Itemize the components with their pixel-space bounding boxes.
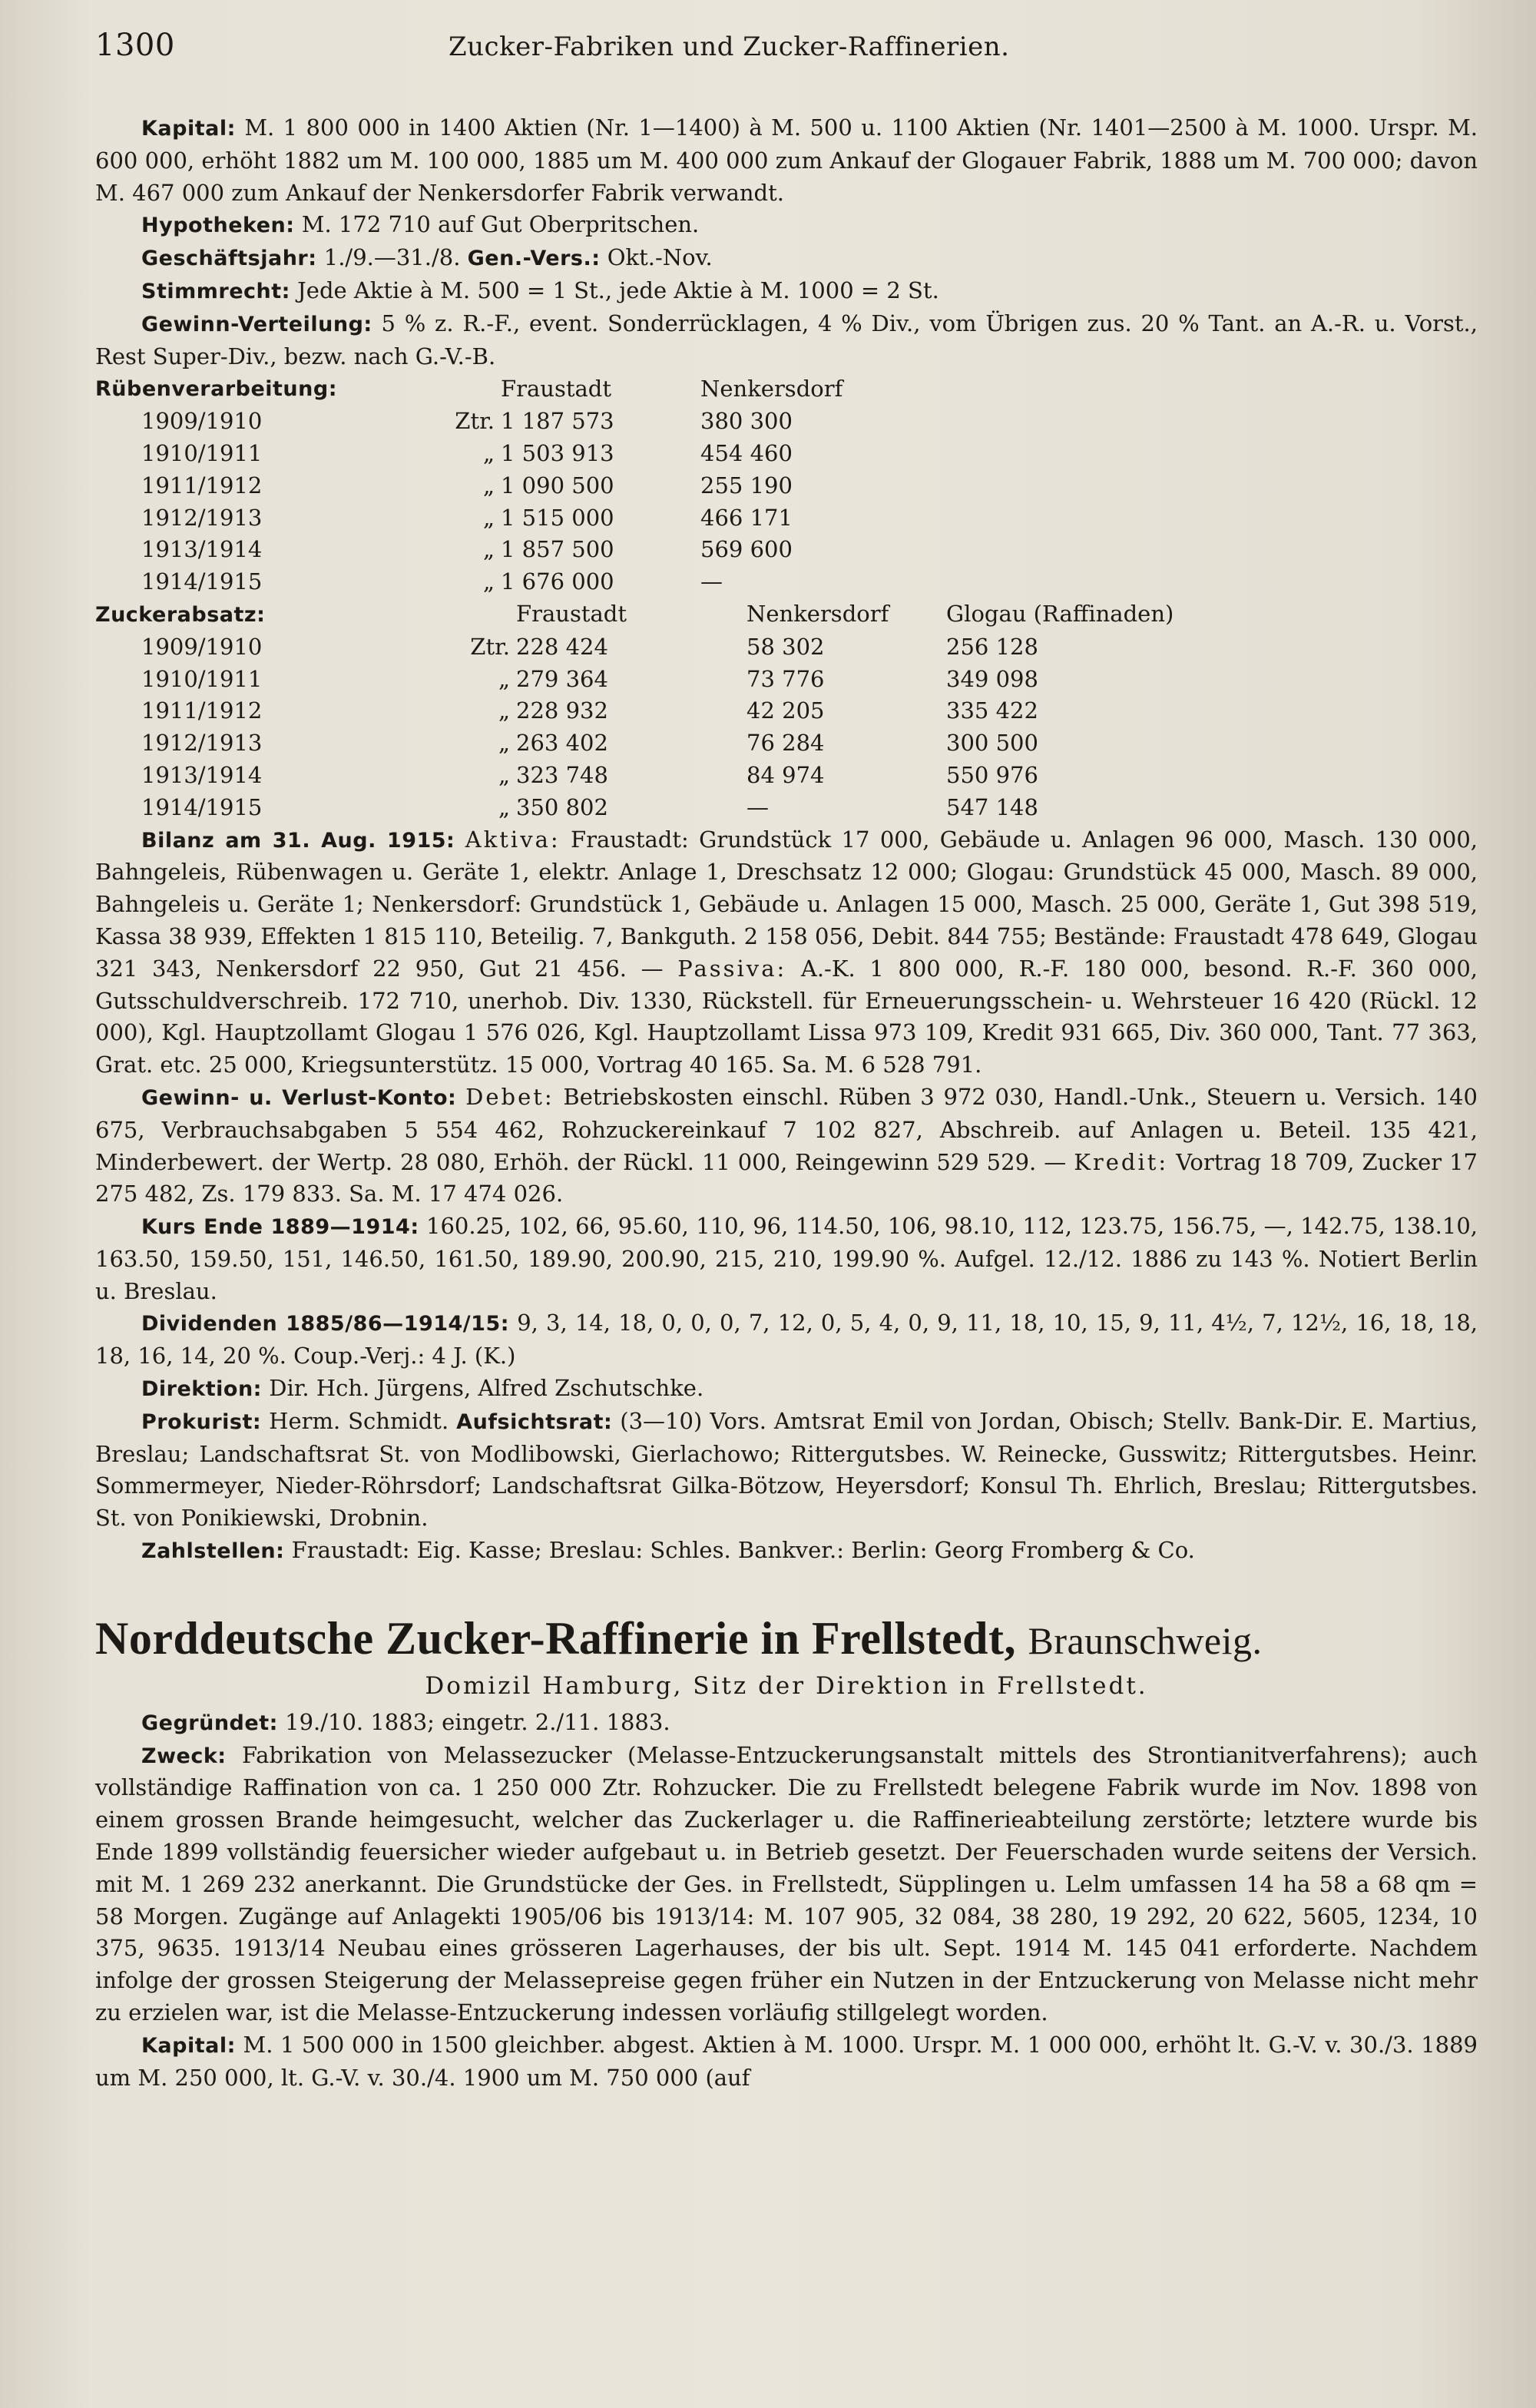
prokurist-text: Herm. Schmidt. [269,1407,449,1434]
guv-debet-text: Betriebskosten einschl. Rüben 3 972 030, Handl.-Unk., Steuern u. Versich. 140 675, Verbrauchsabgaben 5 554 462, Rohzuckereinkauf 7 102 827, Abschreib. auf Anlagen u. Beteil. 135 421, Minderbewert. der Wertp. 28 080, Erhöh. der Rückl. 11 000, Reingewinn 529 529. — [95,1083,1478,1175]
kapital-text: M. 1 800 000 in 1400 Aktien (Nr. 1—1400) à M. 500 u. 1100 Aktien (Nr. 1401—2500 à M. 1000. Urspr. M. 600 000, erhöht 1882 um M. 100 000, 1885 um M. 400 000 zum Ankauf der Glogauer Fabrik, 1888 um M. 700 000; davon M. 467 000 zum Ankauf der Nenkersdorfer Fabrik verwandt. [95,114,1478,206]
kurs-text: 160.25, 102, 66, 95.60, 110, 96, 114.50, 106, 98.10, 112, 123.75, 156.75, —, 142.75, 138.10, 163.50, 159.50, 151, 146.50, 161.50, 189.90, 200.90, 215, 210, 199.90 %. Aufgel. 12./12. 1886 zu 143 %. Notiert Berlin u. Breslau. [95,1213,1478,1304]
geschaeftsjahr-label: Geschäftsjahr: [141,247,317,271]
table-row [95,664,1192,696]
hypotheken-label: Hypotheken: [141,214,295,238]
kurs-paragraph [95,1211,1478,1307]
page-number: 1300 [95,28,175,63]
table-label: Rübenverarbeitung: [95,377,338,402]
unit-cell: „ [482,536,495,563]
debet-label: Debet: [465,1083,554,1110]
year-cell: 1914/1915 [141,793,263,820]
company-name: Norddeutsche Zucker-Raffinerie in Frellstedt, [95,1612,1016,1664]
bilanz-passiva-text: A.-K. 1 800 000, R.-F. 180 000, besond. R.-F. 360 000, Gutsschuldverschreib. 172 710, unerhob. Div. 1330, Rückstell. für Erneuerungsschein- u. Wehrsteuer 16 420 (Rückl. 12 000), Kgl. Hauptzollamt Glogau 1 576 026, Kgl. Hauptzollamt Lissa 973 109, Kredit 931 665, Div. 360 000, Tant. 77 363, Grat. etc. 25 000, Kriegsunterstütz. 15 000, Vortrag 40 165. Sa. M. 6 528 791. [95,955,1478,1078]
zweck-label: Zweck: [141,1744,227,1768]
table-row [95,438,885,470]
column-header: Glogau (Raffinaden) [946,601,1174,628]
unit-cell: „ [498,665,510,692]
year-cell: 1910/1911 [141,439,263,466]
glogau-cell: 349 098 [946,665,1038,692]
fraustadt-cell: 279 364 [516,665,608,692]
unit-cell: „ [498,697,510,724]
stimmrecht-paragraph [95,275,1478,308]
direktion-paragraph [95,1373,1478,1406]
kurs-label: Kurs Ende 1889—1914: [141,1215,419,1240]
unit-cell: „ [482,472,495,498]
unit-cell: „ [482,568,495,595]
nenkersdorf-cell: — [700,568,723,595]
page-header [95,28,1478,81]
aktiva-label: Aktiva: [465,826,561,853]
table-row [95,534,885,566]
unit-cell: „ [482,439,495,466]
nenkersdorf-cell: 84 974 [746,761,825,788]
gewinn-label: Gewinn-Verteilung: [141,312,372,336]
year-cell: 1913/1914 [141,536,263,563]
guv-paragraph [95,1081,1478,1211]
genvers-text: Okt.-Nov. [607,244,713,271]
direktion-label: Direktion: [141,1377,262,1402]
nenkersdorf-cell: 454 460 [700,439,793,466]
aufsichtsrat-label: Aufsichtsrat: [456,1409,613,1434]
nenkersdorf-cell: 58 302 [746,633,825,660]
table-label: Zuckerabsatz: [95,602,266,627]
stimmrecht-label: Stimmrecht: [141,279,290,303]
zuckerabsatz-table [95,598,1192,824]
glogau-cell: 300 500 [946,730,1038,757]
kapital2-label: Kapital: [141,2033,236,2058]
kapital2-paragraph [95,2029,1478,2095]
unit-cell: „ [498,730,510,757]
year-cell: 1909/1910 [141,408,263,435]
nenkersdorf-cell: — [746,793,769,820]
unit-cell: „ [482,504,495,531]
column-header [326,598,516,631]
kapital-label: Kapital: [141,117,236,141]
hypotheken-text: M. 172 710 auf Gut Oberpritschen. [301,211,700,238]
passiva-label: Passiva: [677,955,787,982]
running-title: Zucker-Fabriken und Zucker-Raffinerien. [449,31,1010,62]
gegruendet-label: Gegründet: [141,1711,278,1735]
fraustadt-cell: 228 932 [516,697,608,724]
geschaeftsjahr-text: 1./9.—31./8. [323,244,461,271]
table-header-row [95,373,885,406]
bilanz-paragraph [95,824,1478,1081]
dividenden-label: Dividenden 1885/86—1914/15: [141,1312,510,1336]
ruebenverarbeitung-table [95,373,885,598]
gegruendet-paragraph [95,1707,1478,1740]
kredit-label: Kredit: [1074,1148,1169,1175]
zweck-paragraph [95,1740,1478,2029]
gegruendet-text: 19./10. 1883; eingetr. 2./11. 1883. [285,1708,670,1735]
gewinn-text: 5 % z. R.-F., event. Sonderrücklagen, 4 % Div., vom Übrigen zus. 20 % Tant. an A.-R. u. Vorst., Rest Super-Div., bezw. nach G.-V.-B. [95,310,1478,369]
company-heading [95,1611,1478,1668]
ruebenverarbeitung-rows [95,406,885,598]
zahlstellen-text: Fraustadt: Eig. Kasse; Breslau: Schles. Bankver.: Berlin: Georg Fromberg & Co. [291,1537,1195,1564]
table-row [95,566,885,598]
fraustadt-cell: 1 515 000 [501,504,614,531]
fraustadt-cell: 323 748 [516,761,608,788]
fraustadt-cell: 1 857 500 [501,536,614,563]
dividenden-text: 9, 3, 14, 18, 0, 0, 0, 7, 12, 0, 5, 4, 0, 9, 11, 18, 10, 15, 9, 11, 4½, 7, 12½, 16, 18, 18, 18, 16, 14, 20 %. Coup.-Verj.: 4 J. (K.) [95,1310,1478,1370]
nenkersdorf-cell: 42 205 [746,697,825,724]
direktion-text: Dir. Hch. Jürgens, Alfred Zschutschke. [269,1375,704,1402]
fraustadt-cell: 1 503 913 [501,439,614,466]
glogau-cell: 547 148 [946,793,1038,820]
table-row [95,727,1192,760]
nenkersdorf-cell: 255 190 [700,472,793,498]
column-header: Fraustadt [516,601,627,628]
zuckerabsatz-rows [95,631,1192,824]
prokurist-paragraph [95,1406,1478,1535]
glogau-cell: 256 128 [946,633,1038,660]
fraustadt-cell: 263 402 [516,730,608,757]
table-row [95,470,885,502]
unit-cell: „ [498,761,510,788]
nenkersdorf-cell: 466 171 [700,504,793,531]
table-row [95,406,885,438]
genvers-label: Gen.-Vers.: [467,247,601,271]
aufsichtsrat-text: (3—10) Vors. Amtsrat Emil von Jordan, Obisch; Stellv. Bank-Dir. E. Martius, Breslau; Landschaftsrat St. von Modlibowski, Gierlachowo; Rittergutsbes. W. Reinecke, Gusswitz; Rittergutsbes. Heinr. Sommermeyer, Nieder-Röhrsdorf; Landschaftsrat Gilka-Bötzow, Heyersdorf; Konsul Th. Ehrlich, Breslau; Rittergutsbes. St. von Ponikiewski, Drobnin. [95,1407,1478,1532]
table-row [95,760,1192,792]
gewinn-paragraph [95,308,1478,373]
table-row [95,631,1192,664]
table-row [95,502,885,535]
stimmrecht-text: Jede Aktie à M. 500 = 1 St., jede Aktie à M. 1000 = 2 St. [297,277,939,303]
fraustadt-cell: 350 802 [516,793,608,820]
dividenden-paragraph [95,1307,1478,1373]
kapital-paragraph [95,112,1478,209]
fraustadt-cell: 1 187 573 [501,408,614,435]
table-header-row [95,598,1192,631]
bilanz-aktiva-text: Fraustadt: Grundstück 17 000, Gebäude u. Anlagen 96 000, Masch. 130 000, Bahngeleis, Rübenwagen u. Geräte 1, elektr. Anlage 1, Dreschsatz 12 000; Glogau: Grundstück 45 000, Masch. 89 000, Bahngeleis u. Geräte 1; Nenkersdorf: Grundstück 1, Gebäude u. Anlagen 15 000, Masch. 25 000, Geräte 1, Gut 398 519, Kassa 38 939, Effekten 1 815 110, Beteilig. 7, Bankguth. 2 158 056, Debit. 844 755; Bestände: Fraustadt 478 649, Glogau 321 343, Nenkersdorf 22 950, Gut 21 456. — [95,826,1478,982]
year-cell: 1914/1915 [141,568,263,595]
unit-cell: Ztr. [455,408,495,435]
bilanz-label: Bilanz am 31. Aug. 1915: [141,828,455,853]
company-place: Braunschweig. [1028,1618,1263,1662]
year-cell: 1912/1913 [141,504,263,531]
year-cell: 1912/1913 [141,730,263,757]
geschaeftsjahr-paragraph [95,242,1478,275]
fraustadt-cell: 1 090 500 [501,472,614,498]
column-header: Nenkersdorf [700,375,843,402]
entry-body [95,112,1478,2094]
zahlstellen-label: Zahlstellen: [141,1539,285,1564]
guv-label: Gewinn- u. Verlust-Konto: [141,1085,457,1110]
year-cell: 1911/1912 [141,697,263,724]
fraustadt-cell: 1 676 000 [501,568,614,595]
column-header: Fraustadt [501,375,611,402]
table-row [95,792,1192,824]
kapital2-text: M. 1 500 000 in 1500 gleichber. abgest. Aktien à M. 1000. Urspr. M. 1 000 000, erhöht lt. G.-V. v. 30./3. 1889 um M. 250 000, lt. G.-V. v. 30./4. 1900 um M. 750 000 (auf [95,2031,1478,2091]
zweck-text: Fabrikation von Melassezucker (Melasse-Entzuckerungsanstalt mittels des Strontianitverfahrens); auch vollständige Raffination von ca. 1 250 000 Ztr. Rohzucker. Die zu Frellstedt belegene Fabrik wurde im Nov. 1898 von einem grossen Brande heimgesucht, welcher das Zuckerlager u. die Raffinerieabteilung zerstörte; letztere wurde bis Ende 1899 vollständig feuersicher wieder aufgebaut u. in Betrieb gesetzt. Der Feuerschaden wurde seitens der Versich. mit M. 1 269 232 anerkannt. Die Grundstücke der Ges. in Frellstedt, Süpplingen u. Lelm umfassen 14 ha 58 a 68 qm = 58 Morgen. Zugänge auf Anlagekti 1905/06 bis 1913/14: M. 107 905, 32 084, 38 280, 19 292, 20 622, 5605, 1234, 10 375, 9635. 1913/14 Neubau eines grösseren Lagerhauses, der bis ult. Sept. 1914 M. 145 041 erforderte. Nachdem infolge der grossen Steigerung der Melassepreise gegen früher ein Nutzen in der Entzuckerung von Melasse nicht mehr zu erzielen war, ist die Melasse-Entzuckerung indessen vorläufig stillgelegt worden. [95,1741,1478,2026]
column-header: Nenkersdorf [746,601,889,628]
unit-cell: „ [498,793,510,820]
unit-cell: Ztr. [470,633,510,660]
nenkersdorf-cell: 569 600 [700,536,793,563]
fraustadt-cell: 228 424 [516,633,608,660]
year-cell: 1913/1914 [141,761,263,788]
page-content [95,28,1478,2094]
year-cell: 1909/1910 [141,633,263,660]
year-cell: 1911/1912 [141,472,263,498]
hypotheken-paragraph [95,209,1478,242]
guv-kredit-text: Vortrag 18 709, Zucker 17 275 482, Zs. 179 833. Sa. M. 17 474 026. [95,1148,1478,1207]
glogau-cell: 550 976 [946,761,1038,788]
nenkersdorf-cell: 76 284 [746,730,825,757]
prokurist-label: Prokurist: [141,1409,262,1434]
year-cell: 1910/1911 [141,665,263,692]
nenkersdorf-cell: 73 776 [746,665,825,692]
table-row [95,695,1192,727]
nenkersdorf-cell: 380 300 [700,408,793,435]
glogau-cell: 335 422 [946,697,1038,724]
zahlstellen-paragraph [95,1535,1478,1568]
company-domizil: Domizil Hamburg, Sitz der Direktion in Frellstedt. [425,1671,1148,1700]
